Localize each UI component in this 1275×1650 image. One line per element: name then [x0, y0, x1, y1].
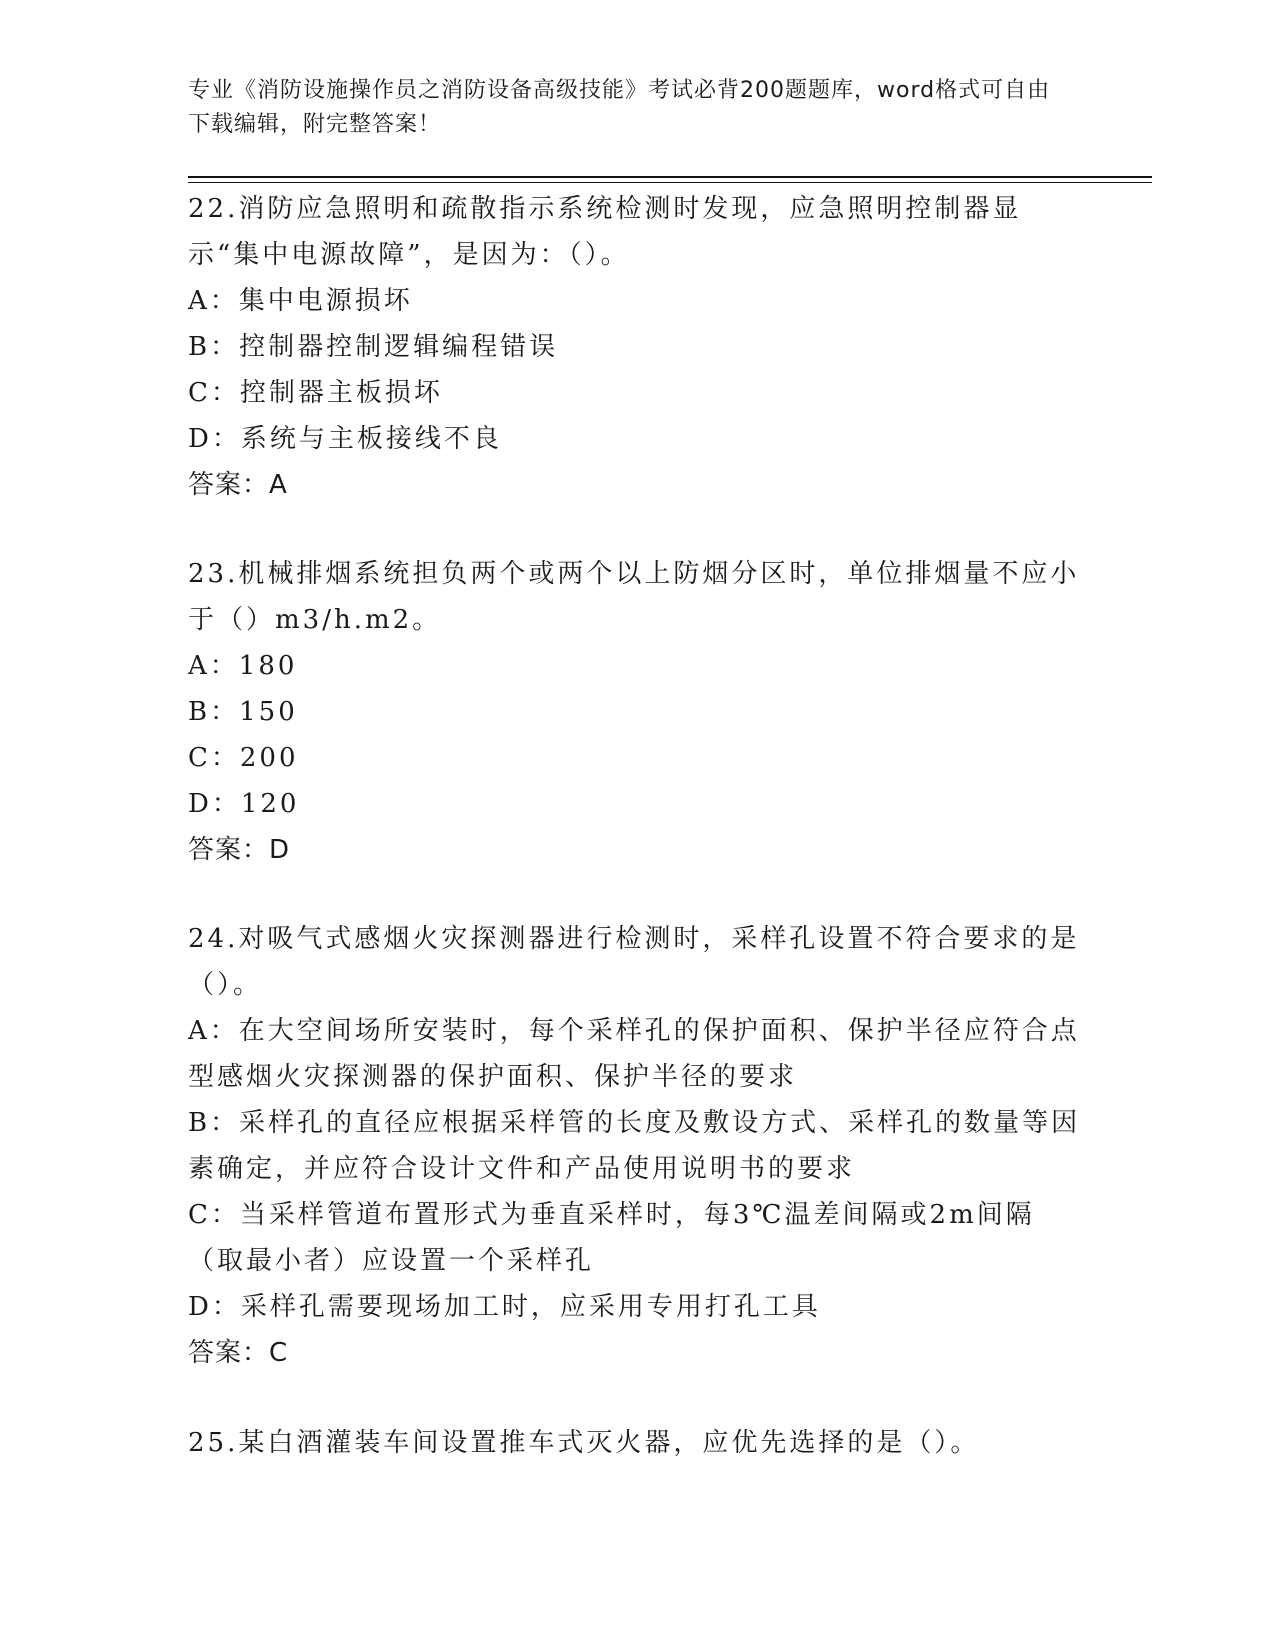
- option-a: A：180: [188, 651, 298, 681]
- option-d: D：采样孔需要现场加工时，应采用专用打孔工具: [188, 1292, 821, 1322]
- question-25: [188, 1420, 1088, 1466]
- option-c: C：控制器主板损坏: [188, 378, 443, 408]
- option-d: D：120: [188, 789, 300, 819]
- header-divider-thick: [188, 176, 1152, 178]
- option-b: B：150: [188, 697, 298, 727]
- question-22: [188, 186, 1088, 508]
- option-a: A：集中电源损坏: [188, 286, 413, 316]
- question-23: [188, 551, 1088, 873]
- question-stem: 24.对吸气式感烟火灾探测器进行检测时，采样孔设置不符合要求的是（）。: [188, 924, 1080, 1000]
- option-a: A：在大空间场所安装时，每个采样孔的保护面积、保护半径应符合点型感烟火灾探测器的保护面积、保护半径的要求: [188, 1016, 1080, 1092]
- question-stem: 22.消防应急照明和疏散指示系统检测时发现，应急照明控制器显示“集中电源故障”，是因为：（）。: [188, 194, 1022, 270]
- header-divider-thin: [188, 182, 1152, 183]
- question-stem: 23.机械排烟系统担负两个或两个以上防烟分区时，单位排烟量不应小于（）m3/h.m2。: [188, 559, 1080, 635]
- answer: 答案：A: [188, 470, 288, 500]
- option-c: C：200: [188, 743, 299, 773]
- option-c: C：当采样管道布置形式为垂直采样时，每3℃温差间隔或2m间隔（取最小者）应设置一个采样孔: [188, 1200, 1035, 1276]
- document-header: 专业《消防设施操作员之消防设备高级技能》考试必背200题题库，word格式可自由下载编辑，附完整答案！: [188, 78, 1051, 137]
- question-24: [188, 916, 1088, 1376]
- answer: 答案：D: [188, 835, 291, 865]
- question-stem: 25.某白酒灌装车间设置推车式灭火器，应优先选择的是（）。: [188, 1428, 980, 1458]
- option-d: D：系统与主板接线不良: [188, 424, 502, 454]
- answer: 答案：C: [188, 1338, 289, 1368]
- option-b: B：控制器控制逻辑编程错误: [188, 332, 559, 362]
- option-b: B：采样孔的直径应根据采样管的长度及敷设方式、采样孔的数量等因素确定，并应符合设计文件和产品使用说明书的要求: [188, 1108, 1081, 1184]
